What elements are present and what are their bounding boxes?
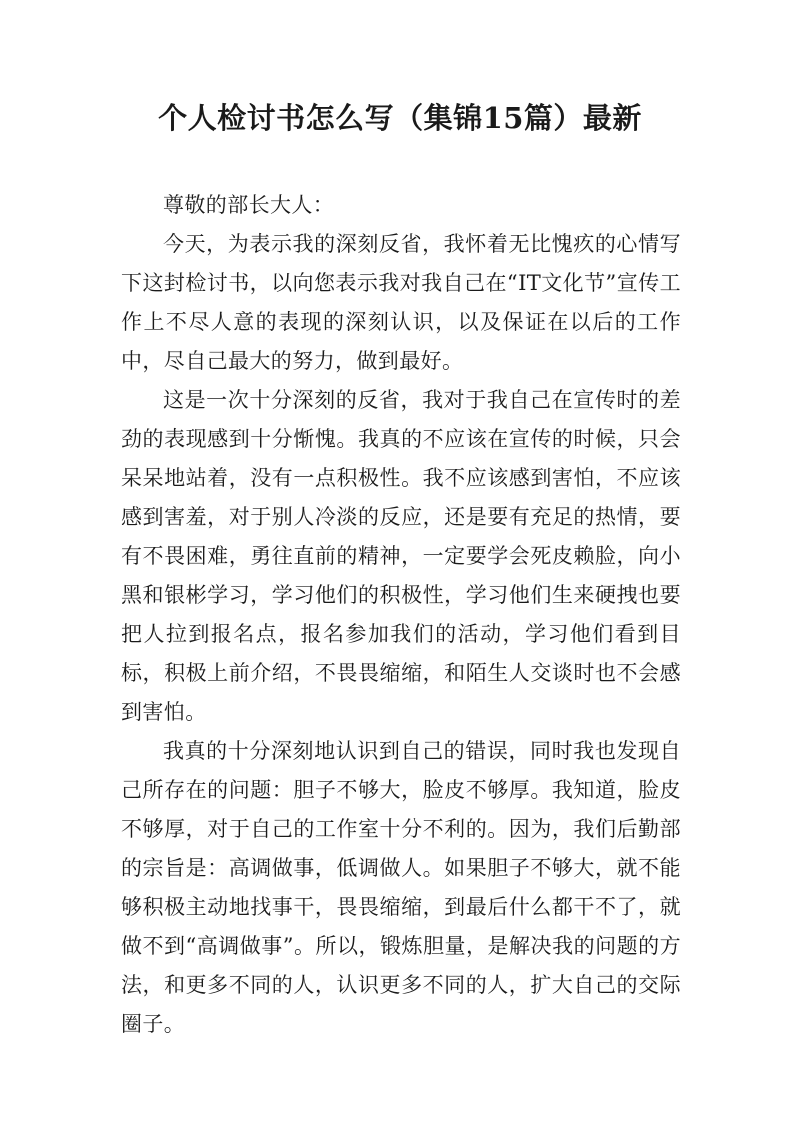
document-title: 个人检讨书怎么写（集锦15篇）最新 xyxy=(158,101,642,135)
paragraph-1: 今天，为表示我的深刻反省，我怀着无比愧疚的心情写下这封检讨书，以向您表示我对我自己在“IT文化节”宣传工作上不尽人意的表现的深刻认识，以及保证在以后的工作中，尽自己最大的努力，做到最好。 xyxy=(121,232,681,373)
salutation: 尊敬的部长大人： xyxy=(163,193,335,217)
paragraph-2: 这是一次十分深刻的反省，我对于我自己在宣传时的差劲的表现感到十分惭愧。我真的不应该在宣传的时候，只会呆呆地站着，没有一点积极性。我不应该感到害怕，不应该感到害羞，对于别人冷淡的反应，还是要有充足的热情，要有不畏困难，勇往直前的精神，一定要学会死皮赖脸，向小黑和银彬学习，学习他们的积极性，学习他们生来硬拽也要把人拉到报名点，报名参加我们的活动，学习他们看到目标，积极上前介绍，不畏畏缩缩，和陌生人交谈时也不会感到害怕。 xyxy=(121,388,681,724)
paragraph-3: 我真的十分深刻地认识到自己的错误，同时我也发现自己所存在的问题：胆子不够大，脸皮不够厚。我知道，脸皮不够厚，对于自己的工作室十分不利的。因为，我们后勤部的宗旨是：高调做事，低调做人。如果胆子不够大，就不能够积极主动地找事干，畏畏缩缩，到最后什么都干不了，就做不到“高调做事”。所以，锻炼胆量，是解决我的问题的方法，和更多不同的人，认识更多不同的人，扩大自己的交际圈子。 xyxy=(121,739,681,1036)
document-body xyxy=(121,186,681,1044)
